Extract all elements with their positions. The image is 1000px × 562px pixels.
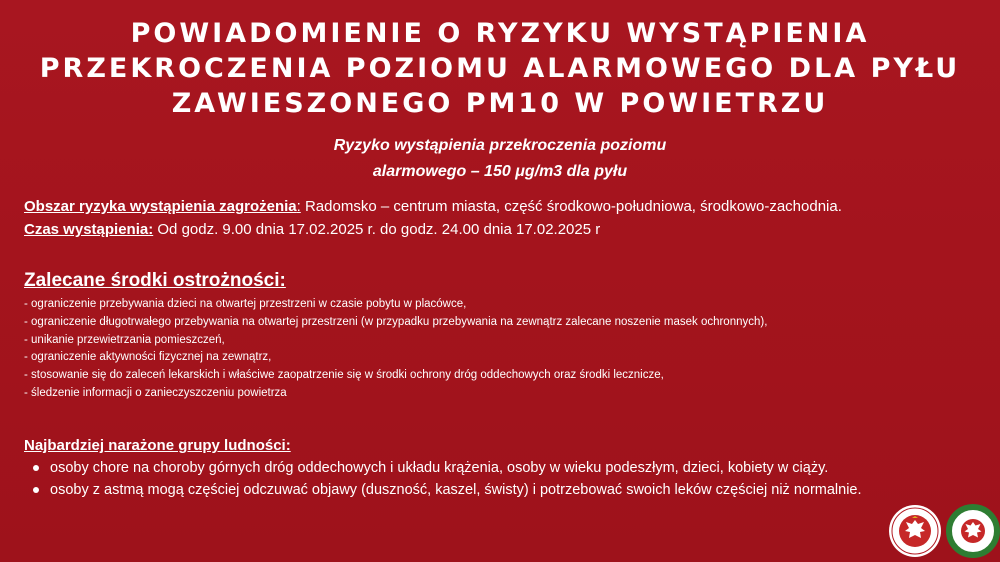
subtitle-line-1: Ryzyko wystąpienia przekroczenia poziomu xyxy=(333,137,667,154)
area-colon: : xyxy=(296,198,301,215)
polish-eagle-emblem-icon xyxy=(888,504,942,558)
title-line-1: POWIADOMIENIE O RYZYKU WYSTĄPIENIA xyxy=(130,18,870,49)
time-value: Od godz. 9.00 dnia 17.02.2025 r. do godz. 24.00 dnia 17.02.2025 r xyxy=(153,221,601,238)
risk-subtitle xyxy=(0,133,1000,185)
recommendation-item: - unikanie przewietrzania pomieszczeń, xyxy=(24,333,225,346)
groups-list xyxy=(28,457,928,501)
area-row xyxy=(24,195,984,218)
info-block xyxy=(24,195,984,241)
area-label: Obszar ryzyka wystąpienia zagrożenia xyxy=(24,198,297,215)
logos xyxy=(888,500,1000,562)
group-item-text: osoby z astmą mogą częściej odczuwać objawy (duszność, kaszel, świsty) i potrzebować swoich leków częściej niż normalnie. xyxy=(50,482,862,498)
bullet-icon xyxy=(33,487,39,493)
title-line-2: PRZEKROCZENIA POZIOMU ALARMOWEGO DLA PYŁU xyxy=(39,53,961,84)
recommendation-item: - ograniczenie aktywności fizycznej na zewnątrz, xyxy=(24,351,272,364)
time-label: Czas wystąpienia: xyxy=(24,221,154,238)
inspekcja-sanitarna-emblem-icon xyxy=(946,504,1000,558)
recommendation-item: - śledzenie informacji o zanieczyszczeniu powietrza xyxy=(24,386,287,399)
group-item-text: osoby chore na choroby górnych dróg oddechowych i układu krążenia, osoby w wieku podeszłym, dzieci, kobiety w ciąży. xyxy=(50,460,829,476)
group-item xyxy=(28,457,928,479)
recommendations-heading: Zalecane środki ostrożności: xyxy=(24,270,286,291)
area-value: Radomsko – centrum miasta, część środkowo-południowa, środkowo-zachodnia. xyxy=(300,198,842,215)
recommendation-item: - stosowanie się do zaleceń lekarskich i właściwe zaopatrzenie się w środki ochrony dróg oddechowych oraz środki lecznicze, xyxy=(24,369,664,382)
bullet-icon xyxy=(33,465,39,471)
title-line-3: ZAWIESZONEGO PM10 W POWIETRZU xyxy=(171,88,829,119)
notice-title xyxy=(0,16,1000,121)
recommendation-item: - ograniczenie długotrwałego przebywania na otwartej przestrzeni (w przypadku przebywania na zewnątrz zalecane noszenie masek ochronnych), xyxy=(24,315,768,328)
recommendations-list xyxy=(24,296,984,403)
groups-heading: Najbardziej narażone grupy ludności: xyxy=(24,437,291,454)
time-row xyxy=(24,218,984,241)
subtitle-line-2: alarmowego – 150 μg/m3 dla pyłu xyxy=(372,163,628,180)
recommendation-item: - ograniczenie przebywania dzieci na otwartej przestrzeni w czasie pobytu w placówce, xyxy=(24,298,467,310)
group-item xyxy=(28,479,928,501)
